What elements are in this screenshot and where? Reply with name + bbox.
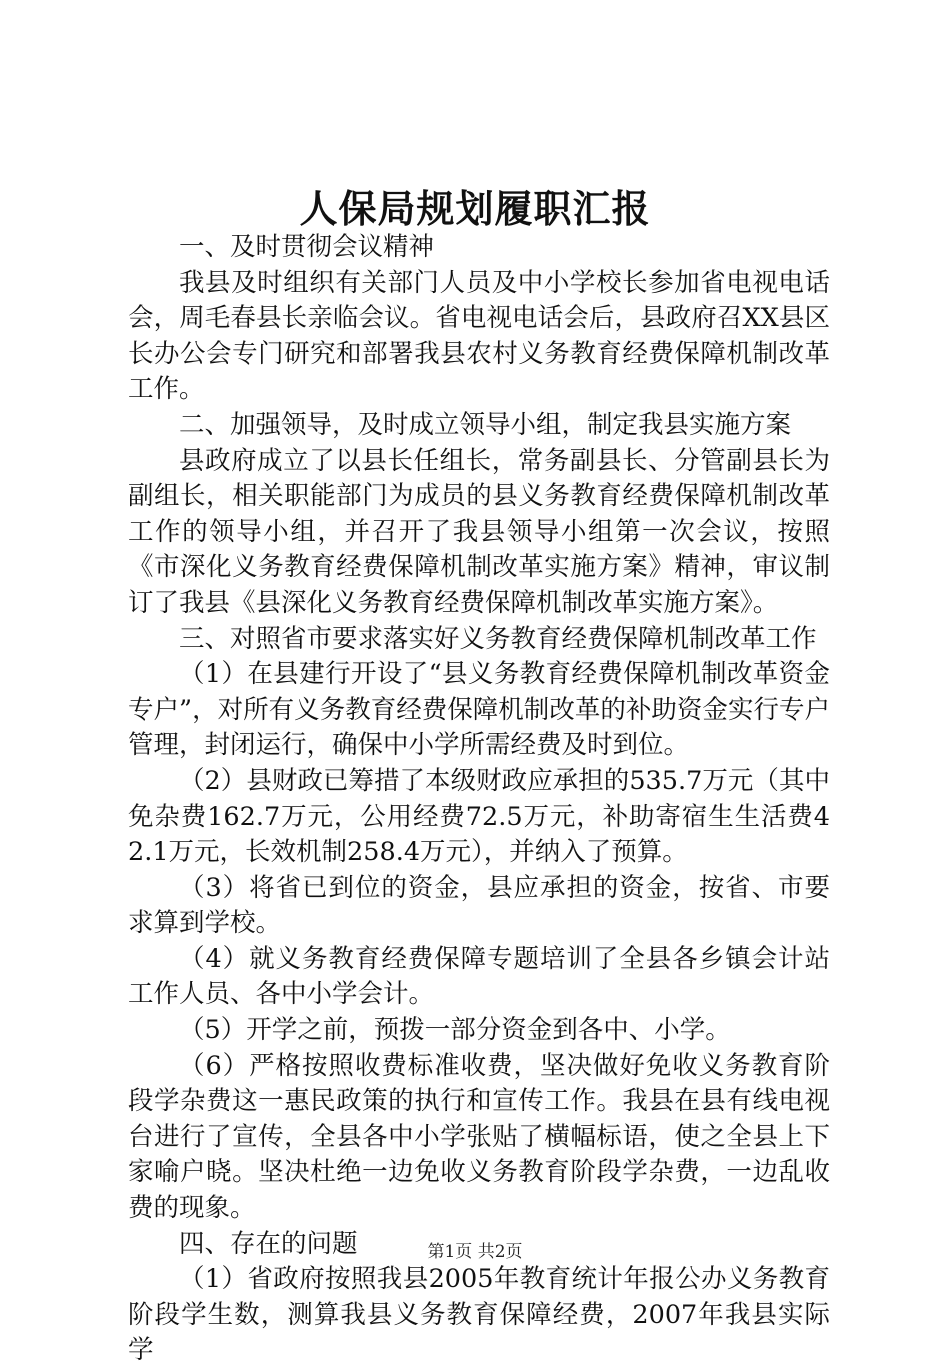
section-heading-2: 二、加强领导，及时成立领导小组，制定我县实施方案 xyxy=(179,409,792,440)
section-heading-3: 三、对照省市要求落实好义务教育经费保障机制改革工作 xyxy=(179,623,817,654)
section-heading-4: 四、存在的问题 xyxy=(179,1228,358,1259)
paragraph: （2）县财政已筹措了本级财政应承担的535.7万元（其中免杂费162.7万元，公用经费72.5万元，补助寄宿生生活费42.1万元，长效机制258.4万元），并纳入了预算。 xyxy=(128,765,830,868)
paragraph: （1）在县建行开设了“县义务教育经费保障机制改革资金专户”，对所有义务教育经费保障机制改革的补助资金实行专户管理，封闭运行，确保中小学所需经费及时到位。 xyxy=(128,659,830,761)
page-footer: 第1页 共2页 xyxy=(427,1242,523,1262)
paragraph: （6）严格按照收费标准收费，坚决做好免收义务教育阶段学杂费这一惠民政策的执行和宣传工作。我县在县有线电视台进行了宣传，全县各中小学张贴了横幅标语，使之全县上下家喻户晓。坚决杜绝一边免收义务教育阶段学杂费，一边乱收费的现象。 xyxy=(128,1050,830,1224)
paragraph: （4）就义务教育经费保障专题培训了全县各乡镇会计站工作人员、各中小学会计。 xyxy=(128,943,830,1010)
section-heading-1: 一、及时贯彻会议精神 xyxy=(179,232,435,262)
document-title: 人保局规划履职汇报 xyxy=(299,186,651,231)
paragraph: 县政府成立了以县长任组长，常务副县长、分管副县长为副组长，相关职能部门为成员的县义务教育经费保障机制改革工作的领导小组，并召开了我县领导小组第一次会议，按照《市深化义务教育经费保障机制改革实施方案》精神，审议制订了我县《县深化义务教育经费保障机制改革实施方案》。 xyxy=(128,445,830,618)
paragraph: 我县及时组织有关部门人员及中小学校长参加省电视电话会，周毛春县长亲临会议。省电视电话会后，县政府召XX县区长办公会专门研究和部署我县农村义务教育经费保障机制改革工作。 xyxy=(128,267,830,405)
paragraph: （3）将省已到位的资金，县应承担的资金，按省、市要求算到学校。 xyxy=(128,872,830,939)
paragraph: （1）省政府按照我县2005年教育统计年报公办义务教育阶段学生数，测算我县义务教育保障经费，2007年我县实际学 xyxy=(128,1264,830,1366)
document-body xyxy=(128,230,830,1369)
paragraph: （5）开学之前，预拨一部分资金到各中、小学。 xyxy=(179,1015,731,1046)
